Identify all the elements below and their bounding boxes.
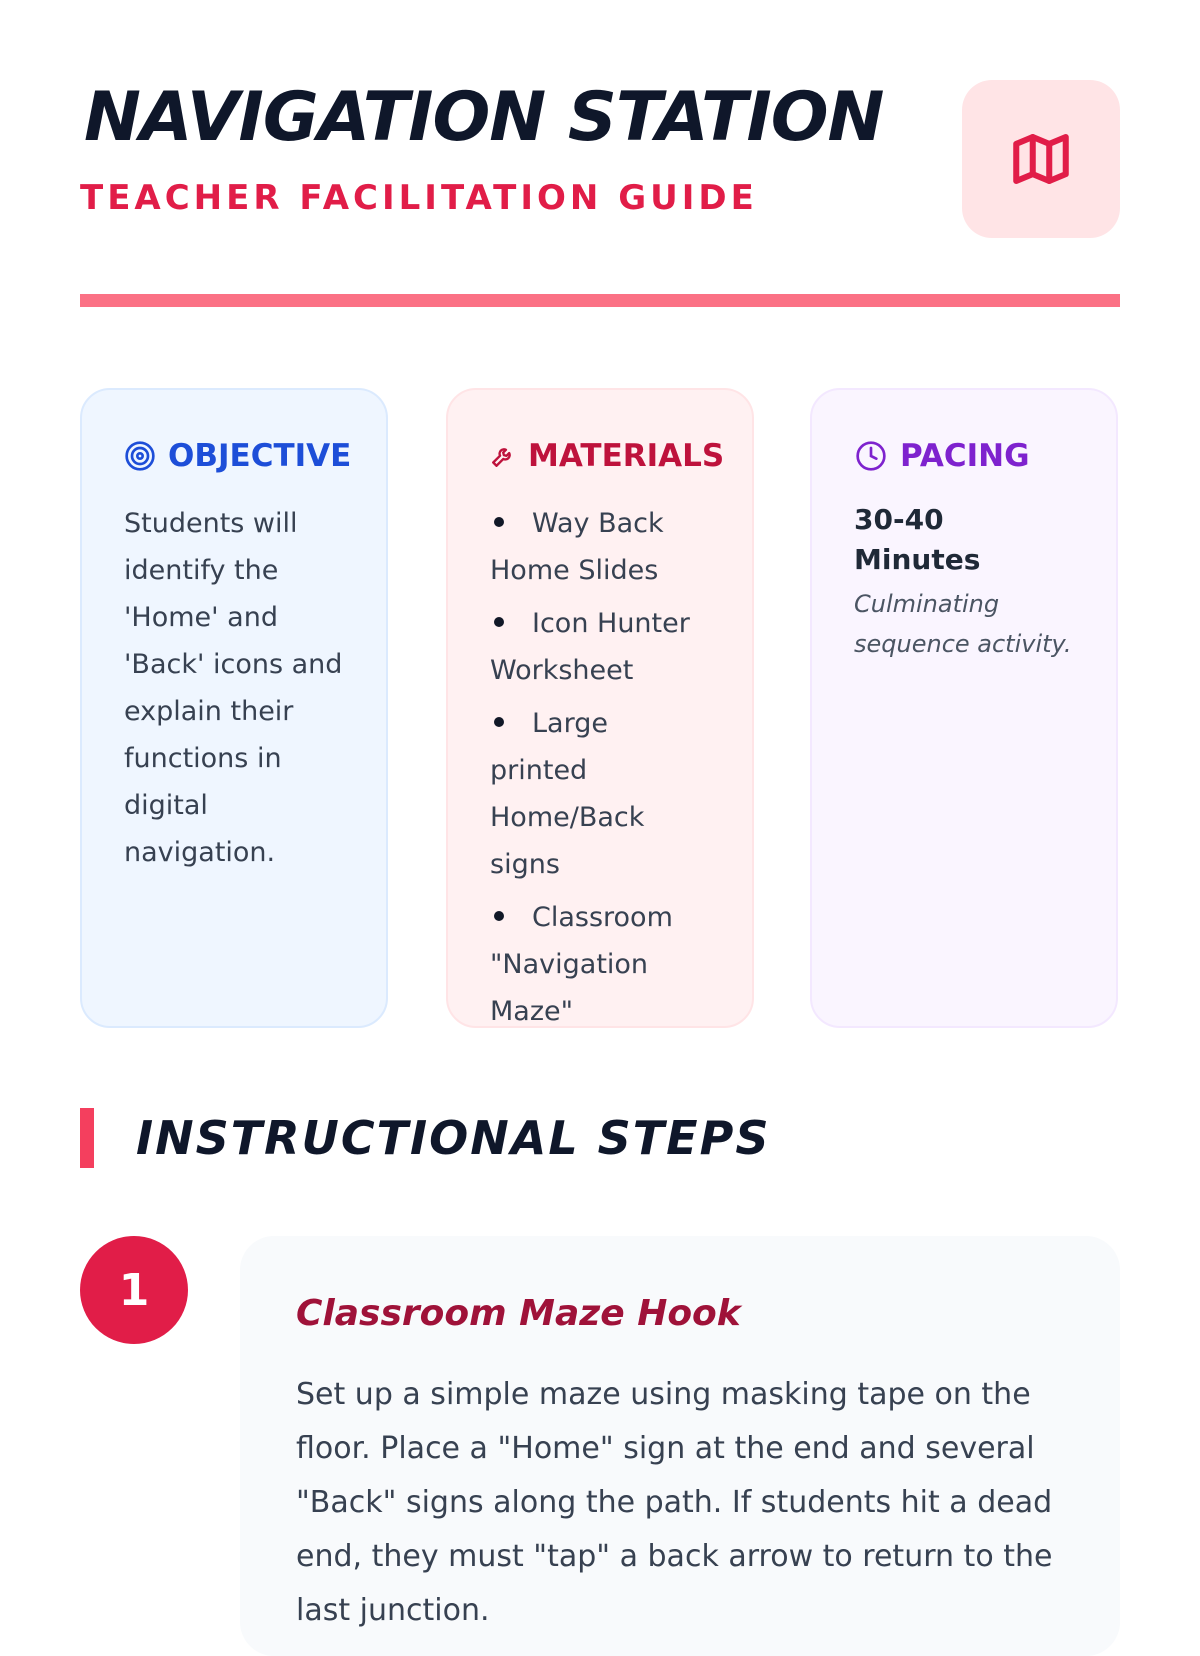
pacing-card: [810, 388, 1118, 1028]
section-title: INSTRUCTIONAL STEPS: [136, 1111, 771, 1165]
bullet: [494, 717, 504, 727]
materials-header: [490, 436, 725, 476]
header-divider: [80, 294, 1120, 307]
list-item: Classroom "Navigation Maze": [490, 902, 673, 1027]
materials-list-wrap: [490, 500, 712, 1035]
list-item: Way Back Home Slides: [490, 508, 664, 586]
pacing-note: Culminating sequence activity.: [854, 590, 1072, 658]
header: [80, 78, 1120, 238]
pacing-header: [854, 436, 1076, 476]
bullet: [494, 617, 504, 627]
materials-card: [446, 388, 754, 1028]
bullet: [494, 911, 504, 921]
bullet: [494, 517, 504, 527]
pacing-value: 30-40 Minutes: [854, 503, 981, 576]
step-number-badge: 1: [80, 1236, 188, 1344]
list-item: Icon Hunter Worksheet: [490, 608, 690, 686]
pacing-label: PACING: [900, 438, 1030, 474]
target-icon: [124, 439, 156, 473]
page-title: NAVIGATION STATION: [84, 78, 884, 157]
step-title: Classroom Maze Hook: [296, 1293, 741, 1334]
materials-label: MATERIALS: [528, 438, 725, 474]
page-subtitle: TEACHER FACILITATION GUIDE: [80, 178, 758, 218]
objective-header: [124, 436, 352, 476]
step-card: [240, 1236, 1120, 1656]
step-text: Set up a simple maze using masking tape on the floor. Place a "Home" sign at the end and several "Back" signs along the path. If students hit a dead end, they must "tap" a back arrow to return to the last junction.: [296, 1377, 1053, 1628]
objective-card: [80, 388, 388, 1028]
section-accent-bar: [80, 1108, 94, 1168]
wrench-icon: [490, 439, 516, 473]
clock-icon: [854, 439, 888, 473]
materials-list: [490, 500, 712, 1035]
pacing-body: [854, 500, 1076, 664]
map-icon: [1008, 126, 1074, 192]
list-item: Large printed Home/Back signs: [490, 708, 645, 880]
objective-text: Students will identify the 'Home' and 'Back' icons and explain their functions in digital navigation.: [124, 508, 343, 868]
objective-label: OBJECTIVE: [168, 438, 352, 474]
map-icon-tile: [962, 80, 1120, 238]
guide-page: [80, 0, 1120, 1628]
